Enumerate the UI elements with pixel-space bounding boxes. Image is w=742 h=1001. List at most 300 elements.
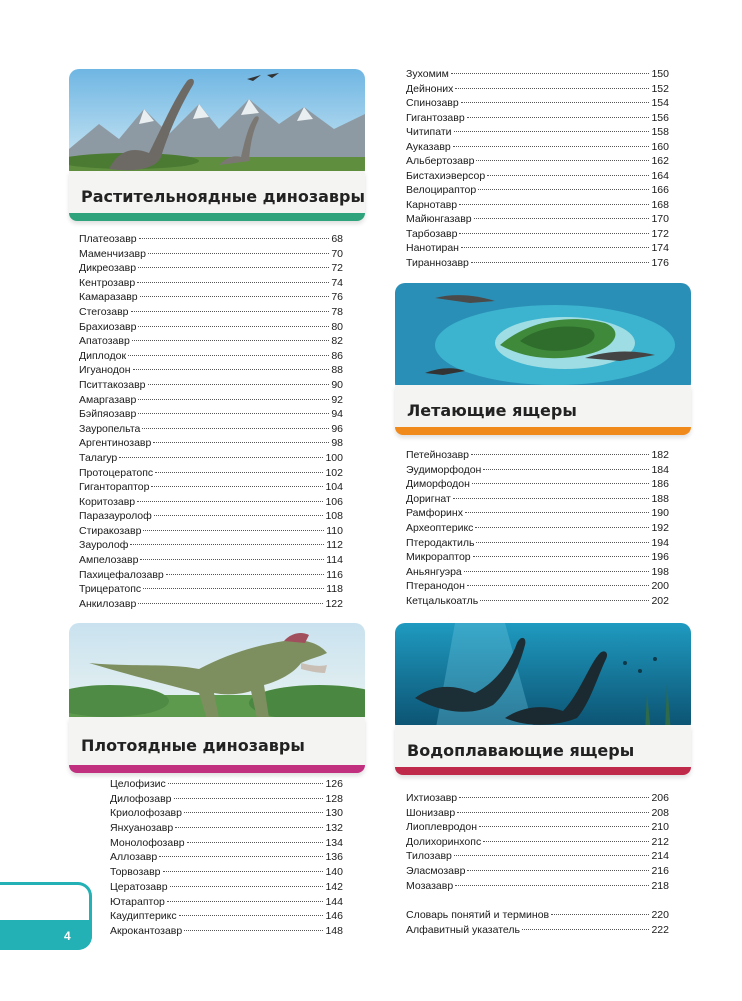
toc-entry-page: 192: [651, 521, 669, 534]
toc-entry-title: Бэйпяозавр: [79, 408, 137, 421]
toc-entry-leader: [163, 871, 324, 872]
toc-entry-page: 96: [331, 422, 343, 435]
page-number: 4: [64, 929, 71, 943]
toc-entry-page: 104: [325, 481, 343, 494]
toc-entry-page: 130: [325, 807, 343, 820]
toc-entry-page: 162: [651, 155, 669, 167]
toc-entry-page: 88: [331, 364, 343, 377]
toc-entry-leader: [138, 603, 323, 604]
herbivores-color-stripe: [69, 213, 365, 221]
toc-entry[interactable]: [79, 436, 343, 451]
toc-entry-page: 166: [651, 184, 669, 196]
toc-entry-title: Дилофозавр: [110, 792, 172, 805]
toc-entry-leader: [138, 326, 329, 327]
toc-entry-title: Анкилозавр: [79, 597, 137, 610]
toc-entry-title: Стегозавр: [79, 305, 129, 318]
toc-entry-leader: [457, 812, 649, 813]
toc-entry-page: 132: [325, 822, 343, 835]
toc-entry[interactable]: [406, 908, 669, 923]
toc-entry-leader: [459, 204, 649, 205]
toc-entry-title: Эудиморфодон: [406, 463, 482, 476]
toc-entry-page: 80: [331, 320, 343, 333]
toc-entry-leader: [119, 457, 323, 458]
toc-entry-page: 208: [651, 806, 669, 819]
toc-entry-page: 128: [325, 792, 343, 805]
toc-entry-page: 164: [651, 169, 669, 182]
toc-entry[interactable]: [79, 232, 343, 247]
toc-entry-title: Ампелозавр: [79, 554, 139, 567]
toc-entry[interactable]: [406, 82, 669, 97]
toc-entry[interactable]: [406, 565, 669, 580]
toc-entry-title: Лиоплевродон: [406, 821, 478, 834]
toc-entry-page: 148: [325, 924, 343, 937]
toc-entry[interactable]: [406, 67, 669, 82]
toc-entry[interactable]: [79, 451, 343, 466]
toc-entry-leader: [138, 267, 329, 268]
toc-entry-title: Аньянгуэра: [406, 565, 462, 578]
toc-entry[interactable]: [406, 477, 669, 492]
toc-entry[interactable]: [406, 198, 669, 213]
toc-entry-page: 142: [325, 880, 343, 893]
toc-entry[interactable]: [406, 492, 669, 507]
toc-entry[interactable]: [406, 96, 669, 111]
toc-entry[interactable]: [79, 524, 343, 539]
toc-entry-title: Зауропельта: [79, 422, 141, 435]
toc-entry[interactable]: [406, 536, 669, 551]
toc-entry-leader: [174, 798, 324, 799]
toc-entry-title: Целофизис: [110, 778, 166, 790]
toc-entry-leader: [184, 812, 324, 813]
toc-entry-page: 126: [325, 778, 343, 790]
toc-entry[interactable]: [79, 363, 343, 378]
toc-entry-leader: [467, 870, 649, 871]
toc-entry-page: 150: [651, 68, 669, 80]
toc-entry-leader: [479, 826, 649, 827]
toc-entry-page: 218: [651, 879, 669, 892]
toc-entry-title: Дикреозавр: [79, 262, 137, 275]
toc-entry-page: 72: [331, 262, 343, 275]
toc-entry-title: Читипати: [406, 126, 452, 138]
toc-entry-title: Зухомим: [406, 68, 449, 80]
toc-entry-title: Платеозавр: [79, 233, 137, 245]
toc-entry-page: 68: [331, 233, 343, 245]
toc-entry-page: 110: [326, 524, 343, 537]
toc-entry[interactable]: [79, 261, 343, 276]
toc-entry-page: 212: [651, 835, 669, 848]
toc-entry-page: 136: [325, 851, 343, 864]
toc-entry-page: 78: [331, 305, 343, 318]
toc-entry-leader: [475, 527, 649, 528]
toc-entry[interactable]: [79, 407, 343, 422]
toc-entry[interactable]: [406, 864, 669, 879]
toc-entry-leader: [184, 930, 323, 931]
toc-entry[interactable]: [79, 509, 343, 524]
toc-entry[interactable]: [406, 241, 669, 256]
toc-entry-title: Апатозавр: [79, 335, 130, 348]
toc-entry-page: 186: [651, 478, 669, 491]
aquatic-illustration: [395, 623, 691, 733]
toc-entry[interactable]: [79, 582, 343, 597]
toc-entry[interactable]: [406, 579, 669, 594]
carnivores-title-box: [69, 717, 365, 773]
toc-entry[interactable]: [110, 792, 343, 807]
toc-entry-leader: [187, 842, 324, 843]
toc-entry[interactable]: [110, 777, 343, 792]
toc-entry-leader: [168, 783, 324, 784]
toc-entry-title: Диморфодон: [406, 478, 470, 491]
toc-entry-page: 140: [325, 866, 343, 879]
toc-entry-title: Спинозавр: [406, 97, 459, 109]
toc-entry[interactable]: [110, 880, 343, 895]
toc-entry[interactable]: [110, 836, 343, 851]
toc-entry-leader: [138, 413, 329, 414]
toc-entry-leader: [454, 131, 650, 132]
toc-entry[interactable]: [406, 521, 669, 536]
page-number-tab-fill: [0, 920, 92, 950]
toc-entry-leader: [142, 428, 329, 429]
toc-entry-leader: [139, 238, 330, 239]
toc-entry-page: 152: [651, 82, 669, 95]
toc-entry-leader: [459, 233, 649, 234]
toc-entry[interactable]: [406, 506, 669, 521]
toc-entry-leader: [453, 146, 650, 147]
toc-entry-title: Стиракозавр: [79, 524, 142, 537]
toc-entry-leader: [140, 559, 324, 560]
toc-entry-leader: [465, 512, 650, 513]
toc-entry-title: Тарбозавр: [406, 227, 458, 240]
toc-entry-leader: [476, 160, 649, 161]
toc-entry-leader: [179, 915, 324, 916]
toc-entry-leader: [455, 88, 649, 89]
toc-entry-title: Петейнозавр: [406, 449, 470, 461]
toc-entry-leader: [159, 856, 323, 857]
toc-entry-title: Паразауролоф: [79, 510, 152, 523]
toc-entry[interactable]: [79, 393, 343, 408]
appendix-toc: [406, 908, 669, 937]
aquatic-title: Водоплавающие ящеры: [407, 740, 635, 760]
toc-entry-page: 214: [651, 850, 669, 863]
toc-entry-leader: [461, 102, 650, 103]
toc-entry-title: Альбертозавр: [406, 155, 475, 167]
toc-entry-page: 158: [651, 126, 669, 138]
toc-entry-leader: [451, 73, 650, 74]
toc-entry-title: Кентрозавр: [79, 276, 136, 289]
toc-entry-leader: [128, 355, 329, 356]
toc-entry[interactable]: [406, 463, 669, 478]
herbivores-illustration: [69, 69, 365, 179]
toc-entry-leader: [461, 247, 649, 248]
toc-entry[interactable]: [79, 495, 343, 510]
toc-entry-title: Ауказавр: [406, 140, 451, 153]
toc-entry-title: Словарь понятий и терминов: [406, 909, 550, 921]
toc-entry-title: Доригнат: [406, 492, 451, 505]
toc-entry-title: Криолофозавр: [110, 807, 182, 820]
toc-entry-leader: [133, 369, 330, 370]
toc-entry-page: 160: [651, 140, 669, 153]
toc-entry[interactable]: [406, 550, 669, 565]
toc-entry-leader: [170, 886, 324, 887]
toc-entry[interactable]: [406, 806, 669, 821]
toc-entry-leader: [155, 472, 323, 473]
toc-entry[interactable]: [406, 140, 669, 155]
toc-entry[interactable]: [79, 553, 343, 568]
toc-entry-leader: [138, 399, 329, 400]
toc-entry[interactable]: [79, 276, 343, 291]
toc-entry-page: 174: [651, 242, 669, 254]
toc-entry[interactable]: [79, 247, 343, 262]
toc-entry-title: Эласмозавр: [406, 864, 466, 877]
toc-entry-page: 146: [325, 910, 343, 923]
toc-entry-leader: [148, 384, 330, 385]
toc-entry-leader: [476, 542, 649, 543]
toc-entry[interactable]: [79, 466, 343, 481]
toc-entry[interactable]: [406, 835, 669, 850]
toc-entry[interactable]: [79, 320, 343, 335]
toc-entry-leader: [480, 600, 649, 601]
toc-entry-leader: [474, 218, 650, 219]
toc-entry-title: Долихоринхопс: [406, 835, 482, 848]
toc-entry-page: 90: [331, 378, 343, 391]
toc-entry[interactable]: [406, 212, 669, 227]
toc-entry-title: Каудиптерикс: [110, 910, 177, 923]
toc-entry-title: Тилозавр: [406, 850, 452, 863]
toc-entry-title: Шонизавр: [406, 806, 456, 819]
toc-entry-title: Трицератопс: [79, 583, 142, 596]
toc-entry-title: Коритозавр: [79, 495, 136, 508]
toc-entry[interactable]: [79, 349, 343, 364]
toc-entry-page: 170: [651, 213, 669, 225]
flying-section-header: [395, 283, 691, 435]
toc-entry-page: 122: [325, 597, 343, 610]
toc-entry-page: 198: [651, 565, 669, 578]
toc-entry-leader: [151, 486, 323, 487]
aquatic-section-header: [395, 623, 691, 775]
toc-entry[interactable]: [110, 909, 343, 924]
toc-entry-title: Пситтакозавр: [79, 378, 146, 391]
flying-title: Летающие ящеры: [407, 400, 577, 420]
toc-entry-leader: [471, 262, 650, 263]
toc-entry-leader: [455, 885, 649, 886]
toc-entry-leader: [137, 282, 329, 283]
toc-entry[interactable]: [79, 538, 343, 553]
toc-entry[interactable]: [406, 879, 669, 894]
toc-entry-title: Торвозавр: [110, 866, 161, 879]
toc-entry[interactable]: [406, 820, 669, 835]
toc-entry-title: Кетцалькоатль: [406, 594, 479, 607]
toc-entry-leader: [143, 530, 324, 531]
toc-entry-leader: [131, 311, 330, 312]
toc-entry[interactable]: [79, 378, 343, 393]
toc-entry-title: Аллозавр: [110, 851, 158, 864]
toc-entry-page: 70: [331, 247, 343, 260]
toc-entry-leader: [167, 901, 324, 902]
toc-entry-title: Майюнгазавр: [406, 213, 472, 225]
toc-entry[interactable]: [406, 169, 669, 184]
toc-entry-title: Алфавитный указатель: [406, 923, 520, 936]
herbivores-section-header: [69, 69, 365, 221]
toc-entry-title: Ютараптор: [110, 895, 165, 908]
toc-entry-leader: [478, 189, 649, 190]
toc-entry-leader: [471, 454, 649, 455]
toc-entry-page: 210: [651, 821, 669, 834]
flying-color-stripe: [395, 427, 691, 435]
toc-entry-leader: [153, 442, 329, 443]
toc-entry-page: 112: [326, 539, 343, 552]
toc-entry-title: Цератозавр: [110, 880, 168, 893]
toc-entry[interactable]: [406, 594, 669, 609]
toc-entry-leader: [154, 515, 324, 516]
toc-entry-page: 108: [325, 510, 343, 523]
toc-entry-leader: [130, 544, 324, 545]
toc-entry-page: 82: [331, 335, 343, 348]
toc-entry-title: Игуанодон: [79, 364, 131, 377]
toc-entry-page: 116: [326, 568, 343, 581]
carnivores-title: Плотоядные динозавры: [81, 735, 305, 755]
toc-entry[interactable]: [406, 923, 669, 938]
toc-entry-page: 194: [651, 536, 669, 549]
toc-entry-page: 176: [651, 256, 669, 269]
toc-entry-page: 156: [651, 111, 669, 124]
toc-entry-leader: [453, 498, 650, 499]
toc-entry-leader: [483, 469, 649, 470]
toc-entry[interactable]: [79, 480, 343, 495]
toc-entry[interactable]: [110, 895, 343, 910]
toc-entry-page: 106: [325, 495, 343, 508]
toc-entry[interactable]: [110, 850, 343, 865]
toc-entry-title: Зауролоф: [79, 539, 129, 552]
toc-entry-title: Монолофозавр: [110, 836, 185, 849]
toc-entry-leader: [467, 117, 650, 118]
toc-entry-page: 202: [651, 594, 669, 607]
toc-entry-title: Микрораптор: [406, 551, 471, 564]
toc-entry-title: Ихтиозавр: [406, 792, 458, 804]
toc-entry-title: Гигантозавр: [406, 111, 465, 124]
toc-entry-title: Протоцератопс: [79, 466, 154, 479]
toc-entry-leader: [148, 253, 329, 254]
toc-entry-page: 182: [651, 449, 669, 461]
flying-toc: [406, 448, 669, 609]
toc-entry-leader: [473, 556, 650, 557]
toc-entry-page: 74: [331, 276, 343, 289]
toc-entry-page: 188: [651, 492, 669, 505]
toc-entry[interactable]: [110, 865, 343, 880]
toc-entry[interactable]: [406, 154, 669, 169]
toc-entry-page: 92: [331, 393, 343, 406]
toc-entry[interactable]: [406, 256, 669, 271]
toc-entry-leader: [175, 827, 323, 828]
toc-entry[interactable]: [406, 183, 669, 198]
toc-entry-leader: [472, 483, 650, 484]
toc-entry-title: Рамфоринх: [406, 507, 463, 520]
toc-entry-title: Мозазавр: [406, 879, 454, 892]
toc-entry-page: 168: [651, 198, 669, 211]
toc-entry[interactable]: [406, 791, 669, 806]
toc-entry-page: 114: [326, 554, 343, 567]
flying-title-box: [395, 385, 691, 435]
carnivores-continued-toc: [406, 67, 669, 270]
toc-entry[interactable]: [406, 125, 669, 140]
toc-entry-page: 118: [326, 583, 343, 596]
toc-entry-title: Нанотиран: [406, 242, 459, 254]
toc-entry-title: Бистахиэверсор: [406, 169, 486, 182]
toc-entry-leader: [464, 571, 650, 572]
carnivores-section-header: [69, 623, 365, 775]
toc-entry-page: 76: [331, 291, 343, 304]
toc-entry[interactable]: [79, 597, 343, 612]
toc-entry[interactable]: [406, 111, 669, 126]
aquatic-title-box: [395, 725, 691, 775]
toc-entry-leader: [459, 797, 649, 798]
toc-entry-leader: [132, 340, 330, 341]
toc-entry-title: Велоцираптор: [406, 184, 477, 196]
toc-entry-title: Камаразавр: [79, 291, 138, 304]
toc-entry-title: Птеродактиль: [406, 536, 475, 549]
carnivores-color-stripe: [69, 765, 365, 773]
toc-entry-page: 102: [325, 466, 343, 479]
toc-entry-page: 98: [331, 437, 343, 450]
herbivores-title: Растительноядные динозавры: [81, 186, 365, 206]
toc-entry-leader: [551, 914, 649, 915]
toc-entry-title: Брахиозавр: [79, 320, 137, 333]
toc-entry-leader: [166, 574, 324, 575]
toc-entry-title: Маменчизавр: [79, 247, 146, 260]
toc-entry-leader: [487, 175, 649, 176]
toc-entry-title: Аргентинозавр: [79, 437, 152, 450]
toc-entry-page: 94: [331, 408, 343, 421]
toc-entry-leader: [467, 585, 650, 586]
toc-entry-title: Янхуанозавр: [110, 822, 174, 835]
toc-entry-title: Тираннозавр: [406, 256, 469, 269]
toc-entry-page: 196: [651, 551, 669, 564]
herbivores-toc: [79, 232, 343, 611]
toc-entry[interactable]: [79, 422, 343, 437]
toc-entry-page: 134: [325, 836, 343, 849]
toc-entry[interactable]: [406, 227, 669, 242]
toc-entry-title: Диплодок: [79, 349, 127, 362]
toc-entry-page: 200: [651, 580, 669, 593]
aquatic-toc: [406, 791, 669, 893]
toc-entry-title: Пахицефалозавр: [79, 568, 164, 581]
toc-entry-page: 100: [325, 451, 343, 464]
toc-entry-leader: [137, 501, 323, 502]
toc-entry-title: Амаргазавр: [79, 393, 137, 406]
toc-entry[interactable]: [406, 448, 669, 463]
toc-entry-leader: [140, 296, 330, 297]
toc-entry-title: Акрокантозавр: [110, 924, 183, 937]
toc-entry[interactable]: [110, 806, 343, 821]
toc-entry-page: 206: [651, 792, 669, 804]
toc-entry-page: 190: [651, 507, 669, 520]
carnivores-toc: [110, 777, 343, 939]
toc-entry-leader: [483, 841, 649, 842]
toc-entry-title: Дейноних: [406, 82, 454, 95]
toc-entry[interactable]: [406, 849, 669, 864]
toc-entry[interactable]: [79, 290, 343, 305]
toc-entry[interactable]: [79, 305, 343, 320]
toc-entry-title: Гиганторaптор: [79, 481, 150, 494]
aquatic-color-stripe: [395, 767, 691, 775]
toc-entry-page: 144: [325, 895, 343, 908]
toc-entry[interactable]: [110, 821, 343, 836]
toc-entry-title: Археоптерикс: [406, 521, 474, 534]
toc-entry-leader: [454, 855, 650, 856]
toc-entry[interactable]: [79, 334, 343, 349]
toc-entry-title: Птеранодон: [406, 580, 465, 593]
toc-entry[interactable]: [110, 924, 343, 939]
toc-entry-title: Карнотавр: [406, 198, 458, 211]
toc-entry-leader: [143, 588, 324, 589]
toc-entry[interactable]: [79, 568, 343, 583]
